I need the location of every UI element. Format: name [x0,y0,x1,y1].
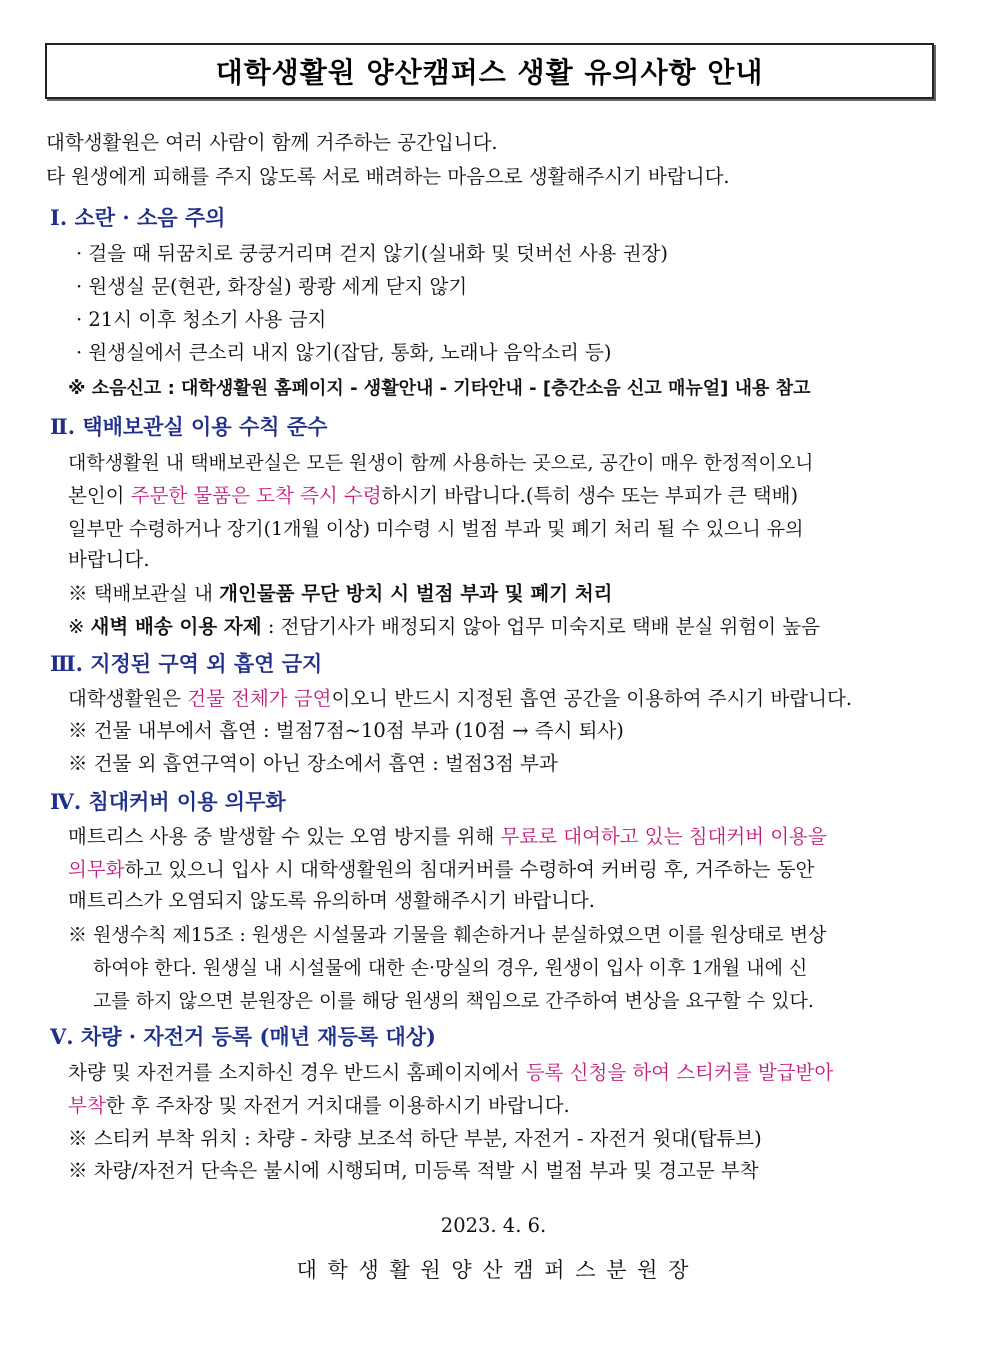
s1-item-4: · 원생실에서 큰소리 내지 않기(잡담, 통화, 노래나 음악소리 등) [76,341,612,364]
s5-note-2: ※ 차량/자전거 단속은 불시에 시행되며, 미등록 적발 시 벌점 부과 및 경고문 부착 [68,1159,759,1182]
s2-para-line-4: 바랍니다. [68,548,150,571]
s4-note-line-3: 고를 하지 않으면 분원장은 이를 해당 원생의 책임으로 간주하여 변상을 요구할 수 있다. [93,990,814,1012]
s2-para-line-1: 대학생활원 내 택배보관실은 모든 원생이 함께 사용하는 곳으로, 공간이 매우 한정적이오니 [68,452,814,474]
s1-noise-report-note: ※ 소음신고 : 대학생활원 홈페이지 - 생활안내 - 기타안내 - [층간소음 신고 매뉴얼] 내용 참고 [68,378,811,399]
s4-highlight: 의무화 [68,858,125,881]
s5-highlight: 등록 신청을 하여 스티커를 발급받아 [525,1061,834,1084]
s5-para-line-1 [68,1061,833,1085]
s3-text: 이오니 반드시 지정된 흡연 공간을 이용하여 주시기 바랍니다. [331,687,853,710]
s2-text: 본인이 [68,484,131,507]
s3-note-1: ※ 건물 내부에서 흡연 : 벌점7점~10점 부과 (10점 → 즉시 퇴사) [68,719,624,742]
page-title: 대학생활원 양산캠퍼스 생활 유의사항 안내 [215,56,764,89]
title-box [45,43,934,99]
s4-text: 매트리스 사용 중 발생할 수 있는 오염 방지를 위해 [68,825,501,848]
s1-item-3: · 21시 이후 청소기 사용 금지 [76,308,327,331]
s3-note-2: ※ 건물 외 흡연구역이 아닌 장소에서 흡연 : 벌점3점 부과 [68,752,558,775]
s2-note-text: ※ 택배보관실 내 [68,582,220,605]
s2-text: 하시기 바랍니다.(특히 생수 또는 부피가 큰 택배) [381,484,799,507]
s5-text: 차량 및 자전거를 소지하신 경우 반드시 홈페이지에서 [68,1061,526,1084]
section-3-heading: Ⅲ. 지정된 구역 외 흡연 금지 [50,651,323,676]
s4-para-line-1 [68,825,827,849]
intro-line-1: 대학생활원은 여러 사람이 함께 거주하는 공간입니다. [46,131,498,154]
s4-para-line-2 [68,858,814,882]
s2-note-bold: 개인물품 무단 방치 시 벌점 부과 및 폐기 처리 [219,582,613,605]
section-5-heading: Ⅴ. 차량 · 자전거 등록 (매년 재등록 대상) [50,1024,436,1049]
s3-highlight: 건물 전체가 금연 [187,687,332,710]
s4-para-line-3: 매트리스가 오염되지 않도록 유의하며 생활해주시기 바랍니다. [68,889,595,912]
s1-item-2: · 원생실 문(현관, 화장실) 쾅쾅 세게 닫지 않기 [76,275,468,298]
s2-note-1 [68,582,613,606]
s2-highlight: 주문한 물품은 도착 즉시 수령 [130,484,382,507]
s4-text: 하고 있으니 입사 시 대학생활원의 침대커버를 수령하여 커버링 후, 거주하는 동안 [124,858,815,881]
s1-item-1: · 걸을 때 뒤꿈치로 쿵쿵거리며 걷지 않기(실내화 및 덧버선 사용 권장) [76,242,668,265]
s5-para-line-2 [68,1094,570,1118]
s2-para-line-2 [68,484,798,508]
section-2-heading: Ⅱ. 택배보관실 이용 수칙 준수 [50,414,328,439]
signature: 대 학 생 활 원 양 산 캠 퍼 스 분 원 장 [296,1258,691,1282]
section-4-heading: Ⅳ. 침대커버 이용 의무화 [50,789,286,814]
s4-highlight: 무료로 대여하고 있는 침대커버 이용을 [500,825,827,848]
s3-para [68,687,852,711]
s4-note-line-1: ※ 원생수칙 제15조 : 원생은 시설물과 기물을 훼손하거나 분실하였으면 이를 원상태로 변상 [68,924,827,946]
s5-text: 한 후 주차장 및 자전거 거치대를 이용하시기 바랍니다. [105,1094,570,1117]
s2-note-2 [68,615,820,639]
s2-note-text: : 전담기사가 배정되지 않아 업무 미숙지로 택배 분실 위험이 높음 [261,615,820,638]
s2-note-bold: 새벽 배송 이용 자제 [90,615,262,638]
s5-note-1: ※ 스티커 부착 위치 : 차량 - 차량 보조석 하단 부분, 자전거 - 자전거 윗대(탑튜브) [68,1127,762,1150]
s3-text: 대학생활원은 [68,687,188,710]
intro-line-2: 타 원생에게 피해를 주지 않도록 서로 배려하는 마음으로 생활해주시기 바랍니다. [46,165,730,188]
section-1-heading: Ⅰ. 소란 · 소음 주의 [50,205,226,230]
s5-highlight: 부착 [68,1094,106,1117]
s2-note-text: ※ [68,615,91,638]
s4-note-line-2: 하여야 한다. 원생실 내 시설물에 대한 손·망실의 경우, 원생이 입사 이후 1개월 내에 신 [93,957,808,979]
s2-para-line-3: 일부만 수령하거나 장기(1개월 이상) 미수령 시 벌점 부과 및 폐기 처리 될 수 있으니 유의 [68,518,804,540]
document-date: 2023. 4. 6. [440,1214,547,1237]
